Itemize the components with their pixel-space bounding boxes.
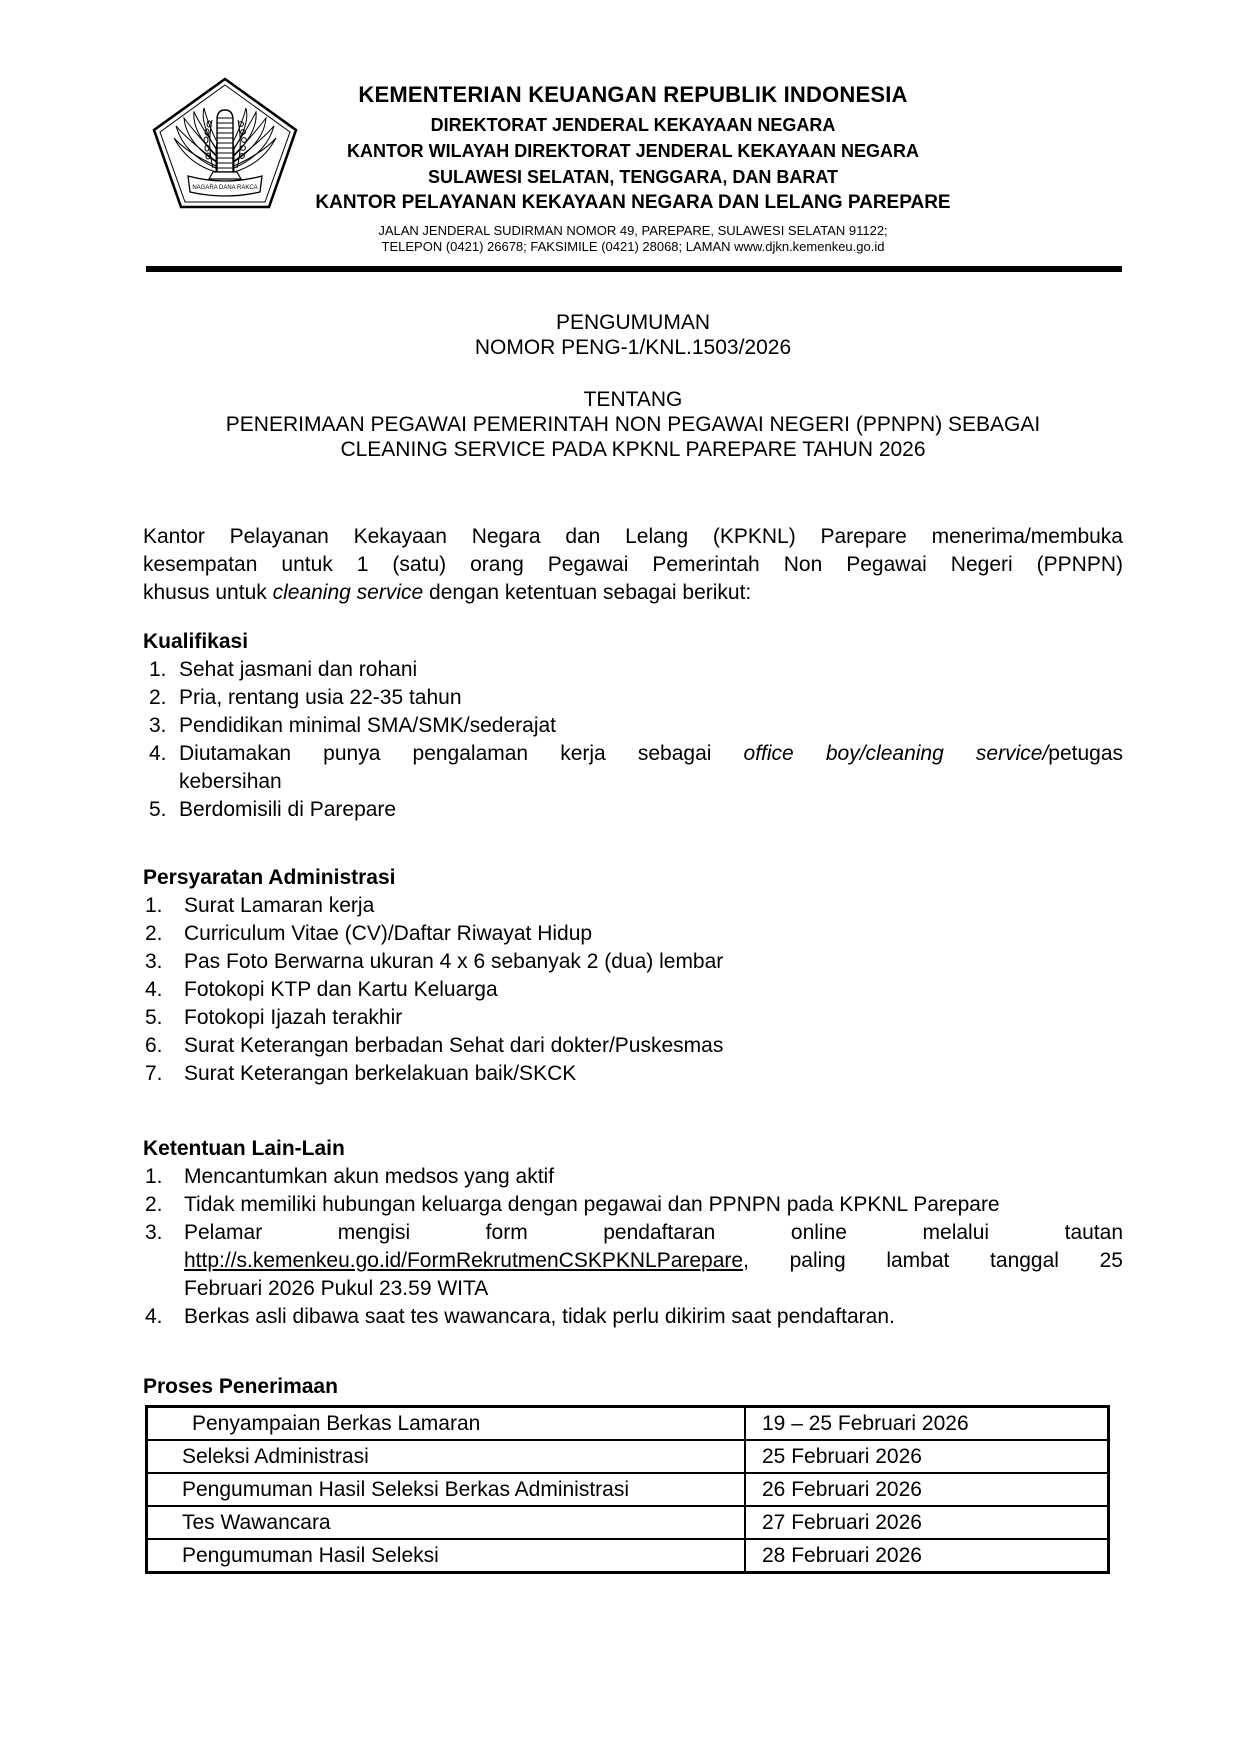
doc-subject-line2: CLEANING SERVICE PADA KPKNL PAREPARE TAHUN 2026 xyxy=(340,438,926,461)
schedule-date-cell: 19 – 25 Februari 2026 xyxy=(745,1407,1109,1441)
intro-line1: Kantor Pelayanan Kekayaan Negara dan Lelang (KPKNL) Parepare menerima/membuka xyxy=(143,525,1123,548)
kualifikasi-heading: Kualifikasi xyxy=(143,630,249,653)
list-item: 1. Sehat jasmani dan rohani xyxy=(149,658,418,681)
doc-number: NOMOR PENG-1/KNL.1503/2026 xyxy=(474,336,792,359)
doc-subject-line1: PENERIMAAN PEGAWAI PEMERINTAH NON PEGAWAI NEGERI (PPNPN) SEBAGAI xyxy=(225,413,1041,436)
table-row xyxy=(147,1473,1109,1506)
list-item: 1. Surat Lamaran kerja xyxy=(145,894,375,917)
table-row xyxy=(147,1407,1109,1441)
list-item: 4. Berkas asli dibawa saat tes wawancara, tidak perlu dikirim saat pendaftaran. xyxy=(145,1305,895,1328)
list-item: 6. Surat Keterangan berbadan Sehat dari dokter/Puskesmas xyxy=(145,1034,724,1057)
schedule-date-cell: 25 Februari 2026 xyxy=(745,1440,1109,1473)
persyaratan-list xyxy=(143,892,1123,1088)
office-boy-italic: office boy/cleaning service/ xyxy=(743,742,1049,765)
list-item: 5. Fotokopi Ijazah terakhir xyxy=(145,1006,403,1029)
list-item: 2. Pria, rentang usia 22-35 tahun xyxy=(149,686,462,709)
kualifikasi-list xyxy=(143,656,1123,824)
intro-line3: khusus untuk cleaning service dengan ketentuan sebagai berikut: xyxy=(143,581,752,604)
list-item: 2. Curriculum Vitae (CV)/Daftar Riwayat Hidup xyxy=(145,922,593,945)
schedule-stage-cell: Seleksi Administrasi xyxy=(147,1440,746,1473)
header-address-line: JALAN JENDERAL SUDIRMAN NOMOR 49, PAREPARE, SULAWESI SELATAN 91122; xyxy=(378,223,888,238)
ketentuan-list xyxy=(143,1163,1123,1331)
schedule-date-cell: 26 Februari 2026 xyxy=(745,1473,1109,1506)
list-item: 5. Berdomisili di Parepare xyxy=(149,798,397,821)
header-directorate-line: DIREKTORAT JENDERAL KEKAYAAN NEGARA xyxy=(430,115,836,135)
table-row xyxy=(147,1440,1109,1473)
list-item: 4. Fotokopi KTP dan Kartu Keluarga xyxy=(145,978,498,1001)
list-item: 3. Pas Foto Berwarna ukuran 4 x 6 sebanyak 2 (dua) lembar xyxy=(145,950,724,973)
list-item: 4. Diutamakan punya pengalaman kerja sebagai office boy/cleaning service/petugas kebersihan xyxy=(149,742,1123,793)
document-body xyxy=(143,523,1123,1574)
header-region-line: SULAWESI SELATAN, TENGGARA, DAN BARAT xyxy=(428,167,838,187)
registration-form-link[interactable]: http://s.kemenkeu.go.id/FormRekrutmenCSKPKNLParepare xyxy=(184,1249,744,1272)
header-contact-line: TELEPON (0421) 26678; FAKSIMILE (0421) 28068; LAMAN www.djkn.kemenkeu.go.id xyxy=(381,239,885,254)
list-item: 7. Surat Keterangan berkelakuan baik/SKCK xyxy=(145,1062,577,1085)
logo-motto-text: NAGARA DANA RAKCA xyxy=(192,185,258,191)
header-office-line: KANTOR PELAYANAN KEKAYAAN NEGARA DAN LELANG PAREPARE xyxy=(315,192,951,213)
proses-heading: Proses Penerimaan xyxy=(143,1375,338,1398)
header-regional-office-line: KANTOR WILAYAH DIREKTORAT JENDERAL KEKAYAAN NEGARA xyxy=(346,141,920,161)
letterhead-divider xyxy=(146,266,1122,272)
cleaning-service-italic: cleaning service xyxy=(272,581,424,604)
ketentuan-heading: Ketentuan Lain-Lain xyxy=(143,1137,345,1160)
schedule-stage-cell: Tes Wawancara xyxy=(147,1506,746,1539)
list-item: 3. Pelamar mengisi form pendaftaran online melalui tautan http://s.kemenkeu.go.id/FormRekrutmenCSKPKNLParepare, paling lambat tanggal 25 Februari 2026 Pukul 23.59 WITA xyxy=(145,1221,1123,1300)
persyaratan-heading: Persyaratan Administrasi xyxy=(143,866,396,889)
doc-about: TENTANG xyxy=(583,388,683,411)
schedule-stage-cell: Pengumuman Hasil Seleksi Berkas Administrasi xyxy=(147,1473,746,1506)
list-item: 2. Tidak memiliki hubungan keluarga dengan pegawai dan PPNPN pada KPKNL Parepare xyxy=(145,1193,1000,1216)
intro-line2: kesempatan untuk 1 (satu) orang Pegawai Pemerintah Non Pegawai Negeri (PPNPN) xyxy=(143,553,1123,576)
table-row xyxy=(147,1506,1109,1539)
list-item: 3. Pendidikan minimal SMA/SMK/sederajat xyxy=(149,714,556,737)
header-ministry-line: KEMENTERIAN KEUANGAN REPUBLIK INDONESIA xyxy=(358,82,908,107)
schedule-date-cell: 28 Februari 2026 xyxy=(745,1539,1109,1573)
intro-paragraph xyxy=(143,523,1123,607)
schedule-stage-cell: Pengumuman Hasil Seleksi xyxy=(147,1539,746,1573)
list-item: 1. Mencantumkan akun medsos yang aktif xyxy=(145,1165,555,1188)
recruitment-schedule-table xyxy=(145,1405,1110,1574)
kemenkeu-logo xyxy=(150,76,300,210)
schedule-stage-cell: Penyampaian Berkas Lamaran xyxy=(147,1407,746,1441)
doc-type: PENGUMUMAN xyxy=(555,311,710,334)
title-block xyxy=(143,310,1123,462)
schedule-date-cell: 27 Februari 2026 xyxy=(745,1506,1109,1539)
table-row xyxy=(147,1539,1109,1573)
